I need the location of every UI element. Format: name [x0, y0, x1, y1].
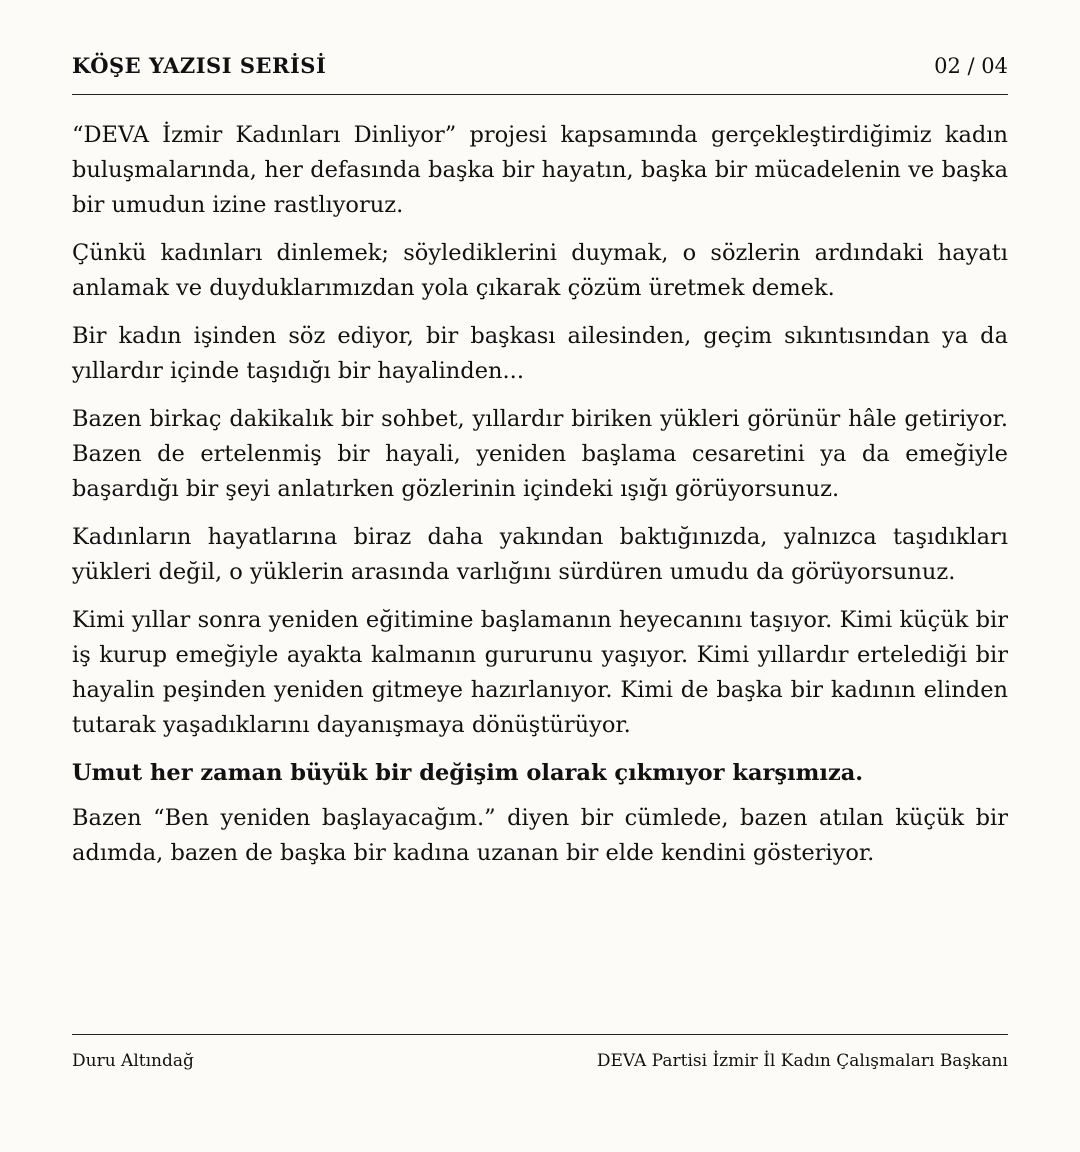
article-body	[72, 118, 1008, 884]
paragraph-6: Kimi yıllar sonra yeniden eğitimine başlamanın heyecanını taşıyor. Kimi küçük bir iş kurup emeğiyle ayakta kalmanın gururunu yaşıyor. Kimi yıllardır ertelediği bir hayalin peşinden yeniden gitmeye hazırlanıyor. Kimi de başka bir kadının elinden tutarak yaşadıklarını dayanışmaya dönüştürüyor.	[72, 607, 1008, 738]
paragraph-4: Bazen birkaç dakikalık bir sohbet, yıllardır biriken yükleri görünür hâle getiriyor. Bazen de ertelenmiş bir hayali, yeniden başlama cesaretini ya da emeğiyle başardığı bir şeyi anlatırken gözlerinin içindeki ışığı görüyorsunuz.	[72, 406, 1008, 502]
paragraph-5: Kadınların hayatlarına biraz daha yakından baktığınızda, yalnızca taşıdıkları yükleri değil, o yüklerin arasında varlığını sürdüren umudu da görüyorsunuz.	[72, 524, 1008, 585]
paragraph-1: “DEVA İzmir Kadınları Dinliyor” projesi kapsamında gerçekleştirdiğimiz kadın buluşmalarında, her defasında başka bir hayatın, başka bir mücadelenin ve başka bir umudun izine rastlıyoruz.	[72, 122, 1008, 218]
page-number: 02 / 04	[934, 54, 1008, 78]
paragraph-3: Bir kadın işinden söz ediyor, bir başkası ailesinden, geçim sıkıntısından ya da yıllardır içinde taşıdığı bir hayalinden...	[72, 323, 1008, 384]
highlight-sentence: Umut her zaman büyük bir değişim olarak çıkmıyor karşımıza.	[72, 760, 864, 786]
page-footer	[72, 1034, 1008, 1073]
author-title: DEVA Partisi İzmir İl Kadın Çalışmaları Başkanı	[596, 1051, 1008, 1071]
paragraph-2: Çünkü kadınları dinlemek; söylediklerini duymak, o sözlerin ardındaki hayatı anlamak ve duyduklarımızdan yola çıkarak çözüm üretmek demek.	[72, 240, 1008, 301]
series-title: KÖŞE YAZISI SERİSİ	[72, 53, 327, 78]
page-header	[72, 52, 1008, 95]
author-name: Duru Altındağ	[72, 1051, 194, 1071]
closing-paragraph: Bazen “Ben yeniden başlayacağım.” diyen bir cümlede, bazen atılan küçük bir adımda, bazen de başka bir kadına uzanan bir elde kendini gösteriyor.	[72, 805, 1008, 866]
